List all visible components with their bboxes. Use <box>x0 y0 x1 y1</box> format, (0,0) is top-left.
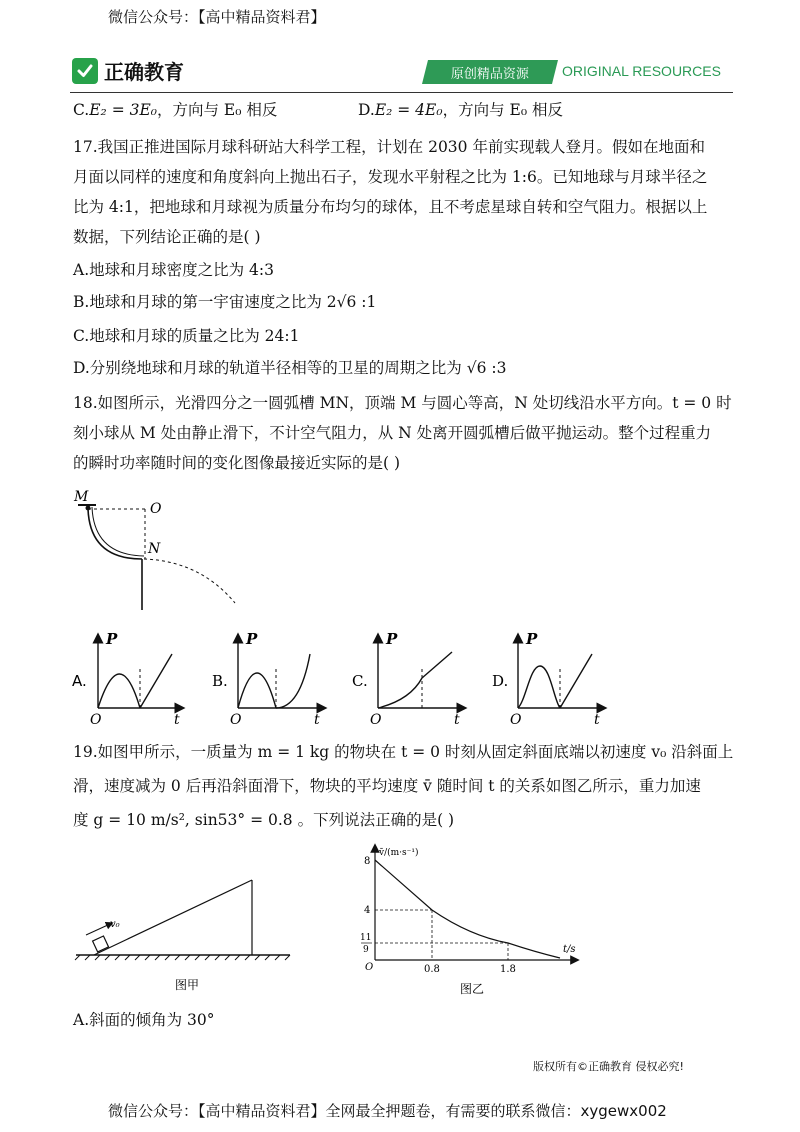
resource-band <box>422 60 558 84</box>
brand-name: 正确教育 <box>104 60 184 84</box>
q19-line-3: 度 g = 10 m/s², sin53° = 0.8 。下列说法正确的是( ) <box>73 811 455 829</box>
graph-b-rising-curve <box>276 654 310 708</box>
graph-d <box>492 630 602 728</box>
graph-c-label: C. <box>352 672 368 690</box>
graph-c-line <box>422 652 452 678</box>
graph-b-p: P <box>246 630 258 648</box>
graph-a-arc-curve <box>98 674 140 708</box>
copyright-notice: 版权所有©正确教育 侵权必究! <box>533 1060 684 1073</box>
q17-line-2: 月面以同样的速度和角度斜向上抛出石子，发现水平射程之比为 1:6。已知地球与月球半径之 <box>73 168 708 186</box>
q19-line-2: 滑，速度减为 0 后再沿斜面滑下，物块的平均速度 v̄ 随时间 t 的关系如图乙所示，重力加速 <box>73 777 701 795</box>
graph-d-t: t <box>594 712 600 728</box>
graph-a <box>72 630 180 728</box>
q17-option-a: A.地球和月球密度之比为 4:3 <box>73 261 274 279</box>
incline-surface <box>94 880 252 955</box>
label-m: M <box>74 489 89 505</box>
graph-a-origin: O <box>90 712 102 728</box>
graph-b-arc-curve <box>238 673 276 708</box>
header-divider <box>70 92 733 93</box>
q18-option-graphs <box>70 630 730 730</box>
graph-a-line <box>140 654 172 708</box>
graph-ylabel: v̄/(m·s⁻¹) <box>379 848 419 858</box>
tick-y8: 8 <box>364 856 371 867</box>
q19-velocity-graph <box>350 840 600 1000</box>
tick-x18: 1.8 <box>500 964 516 975</box>
resource-band-text: 原创精品资源 <box>450 66 529 82</box>
graph-c-t: t <box>454 712 460 728</box>
footer-wechat: 微信公众号：【高中精品资料君】全网最全押题卷，有需要的联系微信：xygewx002 <box>108 1102 667 1120</box>
graph-b-t: t <box>314 712 320 728</box>
graph-b-origin: O <box>230 712 242 728</box>
label-o: O <box>150 501 162 517</box>
tick-y11: 11 <box>360 933 372 943</box>
q16-c-label: C. <box>73 101 90 119</box>
graph-c-curve <box>378 678 422 708</box>
graph-d-origin: O <box>510 712 522 728</box>
q19-option-a: A.斜面的倾角为 30° <box>73 1011 215 1029</box>
q17-option-d: D.分别绕地球和月球的轨道半径相等的卫星的周期之比为 √6 :3 <box>73 359 507 377</box>
tick-y9: 9 <box>363 945 369 955</box>
q18-line-3: 的瞬时功率随时间的变化图像最接近实际的是( ) <box>73 454 401 472</box>
groove-inner-arc <box>92 507 144 556</box>
graph-c <box>352 630 462 728</box>
original-resources-text: ORIGINAL RESOURCES <box>562 63 721 79</box>
tick-x08: 0.8 <box>424 964 440 975</box>
graph-d-label: D. <box>492 672 509 690</box>
q18-arc-figure <box>70 485 250 615</box>
q16-d-direction: ，方向与 E₀ 相反 <box>442 101 563 119</box>
graph-b-label: B. <box>212 672 228 690</box>
q18-line-1: 18.如图所示，光滑四分之一圆弧槽 MN，顶端 M 与圆心等高，N 处切线沿水平方向。t = 0 时 <box>73 394 732 412</box>
graph-c-p: P <box>386 630 398 648</box>
q19-incline-figure <box>70 870 330 1000</box>
graph-d-bump-curve <box>518 666 560 708</box>
label-n: N <box>148 541 161 557</box>
q16-options <box>73 100 753 120</box>
graph-d-p: P <box>526 630 538 648</box>
v0-arrow <box>86 924 110 935</box>
q19-line-1: 19.如图甲所示，一质量为 m = 1 kg 的物块在 t = 0 时刻从固定斜面底端以初速度 v₀ 沿斜面上 <box>73 743 734 761</box>
graph-a-p: P <box>106 630 118 648</box>
fig-jia-caption: 图甲 <box>175 978 200 992</box>
q17-line-4: 数据，下列结论正确的是( ) <box>73 228 261 246</box>
groove-arc <box>88 509 142 559</box>
graph-xlabel: t/s <box>563 944 576 955</box>
q17-option-b: B.地球和月球的第一宇宙速度之比为 2√6 :1 <box>73 293 377 311</box>
q16-c-equation: E₂ = 3E₀ <box>89 101 157 119</box>
graph-b <box>212 630 322 728</box>
brand-logo <box>72 56 184 85</box>
q18-line-2: 刻小球从 M 处由静止滑下，不计空气阻力，从 N 处离开圆弧槽后做平抛运动。整个过程重力 <box>73 424 712 442</box>
graph-c-origin: O <box>370 712 382 728</box>
graph-origin: O <box>365 962 374 973</box>
tick-y4: 4 <box>364 905 371 916</box>
check-icon <box>72 58 98 84</box>
projectile-path <box>144 559 235 603</box>
graph-a-label: A. <box>72 672 87 690</box>
q16-d-equation: E₂ = 4E₀ <box>374 101 443 119</box>
q17-line-1: 17.我国正推进国际月球科研站大科学工程，计划在 2030 年前实现载人登月。假如在地面和 <box>73 138 705 156</box>
q17-line-3: 比为 4:1，把地球和月球视为质量分布均匀的球体，且不考虑星球自转和空气阻力。根据以上 <box>73 198 708 216</box>
q16-d-label: D. <box>358 101 375 119</box>
graph-a-t: t <box>174 712 180 728</box>
graph-d-line <box>560 654 592 708</box>
v0-label: v₀ <box>110 919 120 930</box>
q16-c-direction: ，方向与 E₀ 相反 <box>157 101 278 119</box>
ball <box>86 506 91 511</box>
q17-option-c: C.地球和月球的质量之比为 24:1 <box>73 327 300 345</box>
header-wechat: 微信公众号：【高中精品资料君】 <box>108 8 326 26</box>
fig-yi-caption: 图乙 <box>460 982 485 996</box>
